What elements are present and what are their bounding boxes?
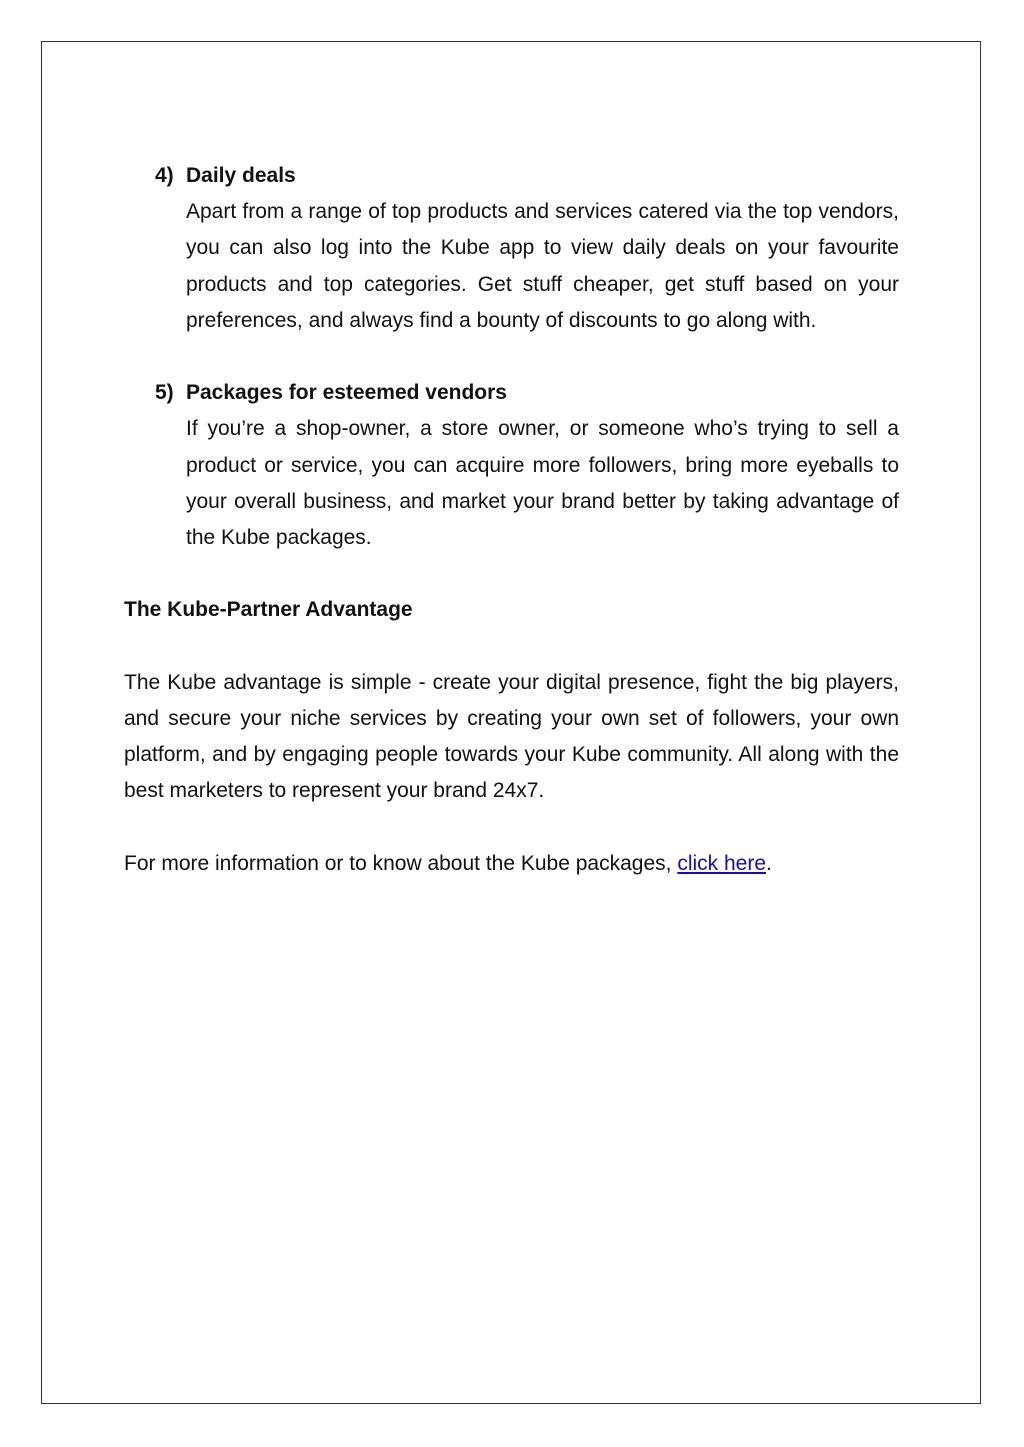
list-number: 4) — [155, 164, 174, 187]
cta-suffix: . — [766, 851, 772, 875]
section-heading: The Kube-Partner Advantage — [124, 598, 413, 622]
list-item-daily-deals — [124, 158, 899, 339]
item-body: Apart from a range of top products and services catered via the top vendors, you can also log into the Kube app to view daily deals on your favourite products and top categories. Get stuff cheaper, get stuff based on your preferences, and always find a bounty of discounts to go along with. — [186, 200, 899, 332]
item-body: If you’re a shop-owner, a store owner, or someone who’s trying to sell a product or service, you can acquire more followers, bring more eyeballs to your overall business, and market your brand better by taking advantage of the Kube packages. — [186, 417, 899, 550]
item-title: Daily deals — [186, 164, 296, 187]
section-paragraph: The Kube advantage is simple - create your digital presence, fight the big players, and secure your niche services by creating your own set of followers, your own platform, and by engaging people towards your Kube community. All along with the best marketers to represent your brand 24x7. — [124, 670, 899, 803]
click-here-link[interactable]: click here — [677, 851, 767, 875]
cta-prefix: For more information or to know about the Kube packages, — [124, 851, 678, 875]
document-content — [124, 158, 899, 882]
item-title: Packages for esteemed vendors — [186, 381, 507, 405]
cta-paragraph — [124, 846, 899, 882]
list-number: 5) — [155, 381, 174, 405]
list-item-packages — [124, 375, 899, 556]
